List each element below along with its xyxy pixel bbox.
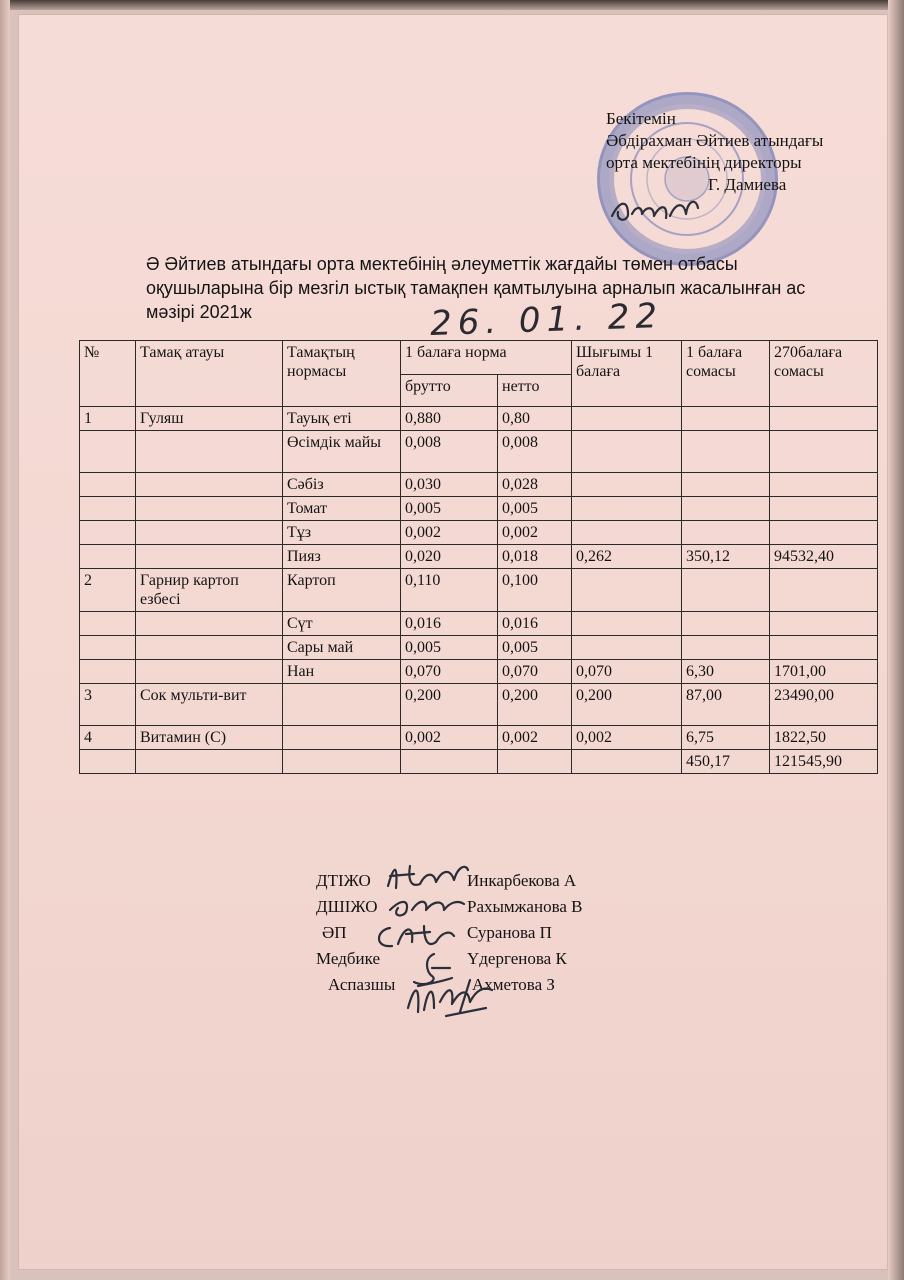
signatory-role: ДТІЖО <box>316 871 371 890</box>
cell-sum-270 <box>770 431 878 473</box>
header-norm-name: Тамақтың нормасы <box>283 341 401 407</box>
cell-yield <box>572 569 682 612</box>
header-per-child-norm: 1 балаға норма <box>401 341 572 375</box>
cell-dish <box>136 521 283 545</box>
cell-sum-one: 6,75 <box>682 726 770 750</box>
approval-title: Бекітемін <box>606 109 676 128</box>
cell-no: 3 <box>80 684 136 726</box>
cell-sum-270: 94532,40 <box>770 545 878 569</box>
header-dish: Тамақ атауы <box>136 341 283 407</box>
cell-ingredient: Сәбіз <box>283 473 401 497</box>
cell-brutto: 0,002 <box>401 521 498 545</box>
cell-ingredient <box>283 750 401 774</box>
director-name: Г. Дамиева <box>708 175 787 194</box>
cell-brutto: 0,070 <box>401 660 498 684</box>
signatory-role: Медбике <box>316 949 380 968</box>
signature-2 <box>384 888 468 922</box>
table-total-row <box>80 750 878 774</box>
cell-netto: 0,002 <box>498 521 572 545</box>
total-sum-270: 121545,90 <box>770 750 878 774</box>
header-yield: Шығымы 1 балаға <box>572 341 682 407</box>
cell-netto: 0,028 <box>498 473 572 497</box>
signature-5 <box>400 972 500 1022</box>
cell-netto: 0,200 <box>498 684 572 726</box>
cell-sum-one <box>682 431 770 473</box>
signatory-role: Аспазшы <box>328 975 396 994</box>
cell-netto: 0,016 <box>498 612 572 636</box>
cell-netto: 0,018 <box>498 545 572 569</box>
cell-sum-270 <box>770 569 878 612</box>
cell-ingredient: Сары май <box>283 636 401 660</box>
cell-sum-one: 6,30 <box>682 660 770 684</box>
signatory-name: Суранова П <box>467 923 552 942</box>
cell-yield <box>572 636 682 660</box>
photo-left-edge <box>0 0 10 1280</box>
cell-dish <box>136 473 283 497</box>
director-signature <box>606 194 702 230</box>
cell-yield: 0,200 <box>572 684 682 726</box>
approval-signature-line <box>606 174 823 196</box>
cell-sum-one <box>682 473 770 497</box>
cell-no <box>80 521 136 545</box>
cell-ingredient: Сүт <box>283 612 401 636</box>
cell-sum-one: 350,12 <box>682 545 770 569</box>
cell-no: 2 <box>80 569 136 612</box>
cell-netto: 0,100 <box>498 569 572 612</box>
table-row <box>80 612 878 636</box>
photo-right-edge <box>888 0 904 1280</box>
cell-sum-one: 87,00 <box>682 684 770 726</box>
cell-dish <box>136 545 283 569</box>
cell-sum-270 <box>770 636 878 660</box>
heading-line-1: Ә Әйтиев атындағы орта мектебінің әлеуметтік жағдайы төмен отбасы <box>146 254 738 274</box>
cell-brutto: 0,110 <box>401 569 498 612</box>
signatory-name: Ахметова З <box>472 975 555 994</box>
cell-sum-270: 1701,00 <box>770 660 878 684</box>
header-brutto: брутто <box>401 375 498 407</box>
cell-brutto: 0,200 <box>401 684 498 726</box>
menu-table <box>79 340 878 774</box>
cell-netto: 0,005 <box>498 497 572 521</box>
cell-ingredient: Өсімдік майы <box>283 431 401 473</box>
cell-no <box>80 431 136 473</box>
header-sum-one: 1 балаға сомасы <box>682 341 770 407</box>
table-row <box>80 521 878 545</box>
signatory-name: Үдергенова К <box>467 949 567 968</box>
cell-brutto: 0,020 <box>401 545 498 569</box>
table-row <box>80 660 878 684</box>
cell-sum-270 <box>770 497 878 521</box>
cell-dish <box>136 636 283 660</box>
cell-yield <box>572 612 682 636</box>
cell-dish: Гарнир картоп езбесі <box>136 569 283 612</box>
cell-ingredient: Пияз <box>283 545 401 569</box>
signatory-name: Рахымжанова В <box>467 897 583 916</box>
cell-ingredient: Тұз <box>283 521 401 545</box>
cell-yield <box>572 431 682 473</box>
table-row <box>80 473 878 497</box>
cell-no <box>80 750 136 774</box>
cell-sum-one <box>682 612 770 636</box>
total-sum-one: 450,17 <box>682 750 770 774</box>
cell-yield <box>572 521 682 545</box>
table-row <box>80 636 878 660</box>
approval-line-2: Әбдірахман Әйтиев атындағы <box>606 131 824 150</box>
cell-sum-270 <box>770 612 878 636</box>
table-row <box>80 497 878 521</box>
signatory-role: ӘП <box>322 923 347 942</box>
cell-brutto: 0,002 <box>401 726 498 750</box>
approval-line-3: орта мектебінің директоры <box>606 153 802 172</box>
cell-sum-270: 23490,00 <box>770 684 878 726</box>
cell-yield <box>572 497 682 521</box>
cell-netto: 0,005 <box>498 636 572 660</box>
cell-sum-one <box>682 497 770 521</box>
approval-block <box>606 108 823 196</box>
cell-sum-270: 1822,50 <box>770 726 878 750</box>
cell-dish <box>136 750 283 774</box>
cell-yield: 0,070 <box>572 660 682 684</box>
signatory-name: Инкарбекова А <box>467 871 577 890</box>
heading-line-3: мәзірі 2021ж <box>146 302 252 322</box>
cell-dish: Витамин (С) <box>136 726 283 750</box>
heading-line-2: оқушыларына бір мезгіл ыстық тамақпен қамтылуына арналып жасалынған ас <box>146 278 806 298</box>
table-row <box>80 431 878 473</box>
cell-brutto <box>401 750 498 774</box>
header-sum-270: 270балаға сомасы <box>770 341 878 407</box>
signatory-role: ДШІЖО <box>316 897 378 916</box>
cell-dish <box>136 431 283 473</box>
cell-dish <box>136 612 283 636</box>
cell-netto: 0,80 <box>498 407 572 431</box>
table-header-row <box>80 341 878 375</box>
cell-sum-one <box>682 407 770 431</box>
cell-yield: 0,262 <box>572 545 682 569</box>
cell-sum-one <box>682 521 770 545</box>
table-row <box>80 545 878 569</box>
cell-dish: Сок мульти-вит <box>136 684 283 726</box>
cell-no: 1 <box>80 407 136 431</box>
cell-sum-270 <box>770 407 878 431</box>
cell-brutto: 0,005 <box>401 497 498 521</box>
cell-yield <box>572 750 682 774</box>
cell-sum-one <box>682 569 770 612</box>
cell-brutto: 0,008 <box>401 431 498 473</box>
cell-netto: 0,070 <box>498 660 572 684</box>
cell-brutto: 0,005 <box>401 636 498 660</box>
cell-yield: 0,002 <box>572 726 682 750</box>
cell-ingredient: Картоп <box>283 569 401 612</box>
cell-ingredient: Нан <box>283 660 401 684</box>
cell-ingredient <box>283 684 401 726</box>
cell-no <box>80 473 136 497</box>
cell-yield <box>572 407 682 431</box>
cell-no <box>80 545 136 569</box>
header-no: № <box>80 341 136 407</box>
cell-dish: Гуляш <box>136 407 283 431</box>
cell-brutto: 0,880 <box>401 407 498 431</box>
table-row <box>80 407 878 431</box>
cell-no <box>80 660 136 684</box>
cell-sum-one <box>682 636 770 660</box>
cell-netto: 0,008 <box>498 431 572 473</box>
header-netto: нетто <box>498 375 572 407</box>
cell-brutto: 0,030 <box>401 473 498 497</box>
table-body <box>80 407 878 774</box>
cell-sum-270 <box>770 473 878 497</box>
photo-top-edge <box>0 0 904 10</box>
cell-no <box>80 612 136 636</box>
cell-netto: 0,002 <box>498 726 572 750</box>
table-row <box>80 569 878 612</box>
cell-no <box>80 497 136 521</box>
cell-ingredient: Тауық еті <box>283 407 401 431</box>
cell-sum-270 <box>770 521 878 545</box>
cell-netto <box>498 750 572 774</box>
cell-brutto: 0,016 <box>401 612 498 636</box>
cell-yield <box>572 473 682 497</box>
cell-no <box>80 636 136 660</box>
cell-no: 4 <box>80 726 136 750</box>
cell-dish <box>136 497 283 521</box>
table-row <box>80 684 878 726</box>
cell-dish <box>136 660 283 684</box>
handwritten-date: 26. 01. 22 <box>429 295 664 345</box>
cell-ingredient <box>283 726 401 750</box>
table-row <box>80 726 878 750</box>
cell-ingredient: Томат <box>283 497 401 521</box>
